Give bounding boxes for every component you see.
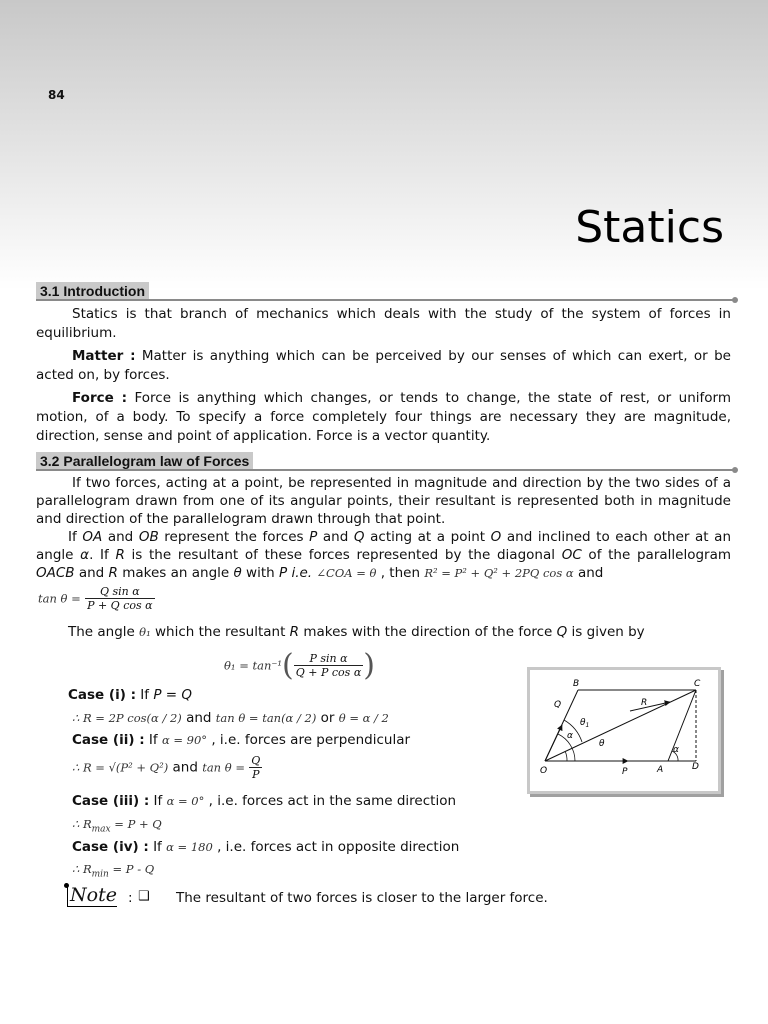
label-q: Q bbox=[554, 700, 562, 710]
parallelogram-figure bbox=[527, 667, 721, 794]
force-term: Force : bbox=[72, 390, 128, 406]
section-label: 3.1 Introduction bbox=[36, 282, 149, 300]
case-2-result: ∴ R = √(P² + Q²) and tan θ = $\frac{Q}{P}$ bbox=[72, 754, 261, 781]
section-rule-dot bbox=[732, 467, 738, 473]
checkbox-icon: ❑ bbox=[138, 889, 150, 904]
label-p: P bbox=[622, 767, 628, 777]
forces-paragraph: If OA and OB represent the forces P and Q acting at a point O and inclined to each other at an angle α. If R is the resultant of these forces represented by the diagonal OC of the parallelogram OACB and R makes an angle θ with P i.e. ∠COA = θ , then R² = P² + Q² + 2PQ cos α and bbox=[36, 529, 732, 581]
theta1-formula: θ₁ = tan⁻¹( $\frac{\text{P sin α}}{\text{Q + P cos α}}$ ) bbox=[224, 648, 375, 683]
label-r: R bbox=[641, 698, 648, 708]
case-4-condition: Case (iv) : If α = 180 , i.e. forces act in opposite direction bbox=[72, 839, 460, 855]
section-rule bbox=[36, 299, 736, 301]
arrow-q bbox=[545, 725, 562, 761]
chapter-title: Statics bbox=[575, 202, 724, 253]
label-b: B bbox=[573, 679, 580, 689]
section-heading-parallelogram bbox=[36, 452, 736, 472]
force-definition bbox=[36, 389, 731, 446]
label-alpha-right: α bbox=[673, 745, 679, 755]
section-rule-dot bbox=[732, 297, 738, 303]
label-c: C bbox=[694, 679, 701, 689]
tan-theta-formula: tan θ = $\frac{\text{Q sin α}}{\text{P + Q cos α}}$ bbox=[38, 585, 153, 612]
angle-theta1-text: The angle θ₁ which the resultant R makes with the direction of the force Q is given by bbox=[68, 624, 645, 640]
matter-text: Matter is anything which can be perceived by our senses of which can exert, or be acted on, by forces. bbox=[36, 348, 731, 383]
case-3-result: ∴ $R_{max} = P + Q$ bbox=[72, 817, 162, 835]
section-label: 3.2 Parallelogram law of Forces bbox=[36, 452, 253, 470]
page-number: 84 bbox=[48, 88, 65, 102]
section-heading-introduction bbox=[36, 282, 736, 302]
section-rule bbox=[36, 469, 736, 471]
matter-definition bbox=[36, 347, 731, 385]
intro-paragraph: Statics is that branch of mechanics which deals with the study of the system of forces in equilibrium. bbox=[36, 306, 731, 341]
label-alpha: α bbox=[567, 731, 573, 741]
note-colon: : bbox=[128, 890, 133, 906]
parallelogram-diagram bbox=[530, 670, 718, 791]
resultant-formula: R² = P² + Q² + 2PQ cos α bbox=[424, 566, 574, 580]
arrow-r bbox=[630, 702, 670, 711]
case-4-result: ∴ $R_{min} = P - Q$ bbox=[72, 862, 155, 880]
label-theta1: $\theta_1$ bbox=[580, 718, 590, 729]
note-text: The resultant of two forces is closer to the larger force. bbox=[176, 890, 548, 906]
matter-term: Matter : bbox=[72, 348, 136, 364]
case-3-condition: Case (iii) : If α = 0° , i.e. forces act in the same direction bbox=[72, 793, 457, 809]
parallelogram-law-paragraph: If two forces, acting at a point, be represented in magnitude and direction by the two sides of a parallelogram drawn from one of its angular points, their resultant is represented both in magnitude and direction of the parallelogram drawn through that point. bbox=[36, 475, 731, 527]
force-text: Force is anything which changes, or tends to change, the state of rest, or uniform motion, of a body. To specify a force completely four things are necessary they are magnitude, direction, sense and point of application. Force is a vector quantity. bbox=[36, 390, 731, 444]
angle-coa-math: ∠COA = θ bbox=[316, 566, 377, 580]
case-2-condition: Case (ii) : If α = 90° , i.e. forces are perpendicular bbox=[72, 732, 411, 748]
label-a: A bbox=[657, 765, 664, 775]
label-d: D bbox=[692, 762, 699, 772]
label-o: O bbox=[540, 766, 548, 776]
case-1-condition: Case (i) : If P = Q bbox=[68, 687, 192, 703]
case-1-result: ∴ R = 2P cos(α / 2) and tan θ = tan(α / 2) or θ = α / 2 bbox=[72, 710, 389, 726]
note-label: Note bbox=[67, 884, 117, 907]
arc-theta bbox=[565, 751, 567, 761]
label-theta: θ bbox=[599, 739, 605, 749]
